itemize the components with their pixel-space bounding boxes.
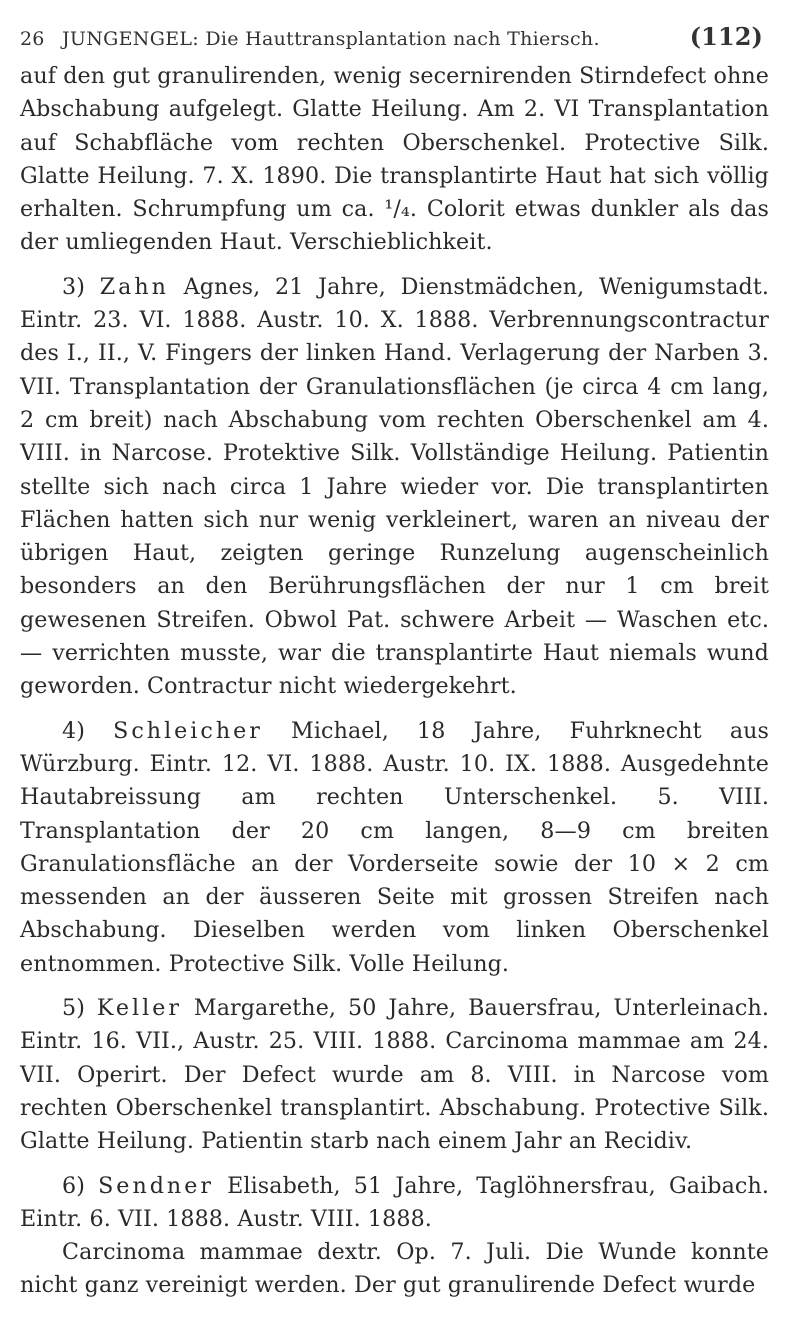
patient-name: Schleicher	[113, 717, 263, 744]
case-text: Elisabeth, 51 Jahre, Taglöhnersfrau, Gaibach. Eintr. 6. VII. 1888. Austr. VIII. 1888.	[20, 1172, 769, 1232]
case-entry-5	[20, 992, 769, 1158]
case-entry-6-continued: Carcinoma mammae dextr. Op. 7. Juli. Die Wunde konnte nicht ganz vereinigt werden. Der gut granulirende Defect wurde	[20, 1239, 769, 1299]
case-entry-4	[20, 715, 769, 981]
patient-name: Keller	[96, 995, 182, 1022]
case-number: 5)	[62, 995, 85, 1022]
patient-name: Zahn	[99, 273, 169, 300]
case-text: Agnes, 21 Jahre, Dienstmädchen, Wenigumstadt. Eintr. 23. VI. 1888. Austr. 10. X. 1888. Verbrennungscontractur des I., II., V. Fingers der linken Hand. Verlagerung der Narben 3. VII. Transplantation der Granulationsflächen (je circa 4 cm lang, 2 cm breit) nach Abschabung vom rechten Oberschenkel am 4. VIII. in Narcose. Protektive Silk. Vollständige Heilung. Patientin stellte sich nach circa 1 Jahre wieder vor. Die transplantirten Flächen hatten sich nur wenig verkleinert, waren an niveau der übrigen Haut, zeigten geringe Runzelung augenscheinlich besonders an den Berührungsflächen der nur 1 cm breit gewesenen Streifen. Obwol Pat. schwere Arbeit — Waschen etc. — verrichten musste, war die transplantirte Haut niemals wund geworden. Contractur nicht wiedergekehrt.	[20, 273, 770, 700]
running-title: JUNGENGEL: Die Hauttransplantation nach Thiersch.	[62, 28, 600, 50]
case-number: 4)	[62, 717, 85, 744]
case-number: 3)	[62, 273, 85, 300]
case-number: 6)	[62, 1172, 85, 1199]
case-text: Michael, 18 Jahre, Fuhrknecht aus Würzburg. Eintr. 12. VI. 1888. Austr. 10. IX. 1888. Ausgedehnte Hautabreissung am rechten Unterschenkel. 5. VIII. Transplantation der 20 cm langen, 8—9 cm breiten Granulationsfläche an der Vorderseite sowie der 10 × 2 cm messenden an der äusseren Seite mit grossen Streifen nach Abschabung. Dieselben werden vom linken Oberschenkel entnommen. Protective Silk. Volle Heilung.	[20, 717, 770, 977]
bracket-page-number: (112)	[689, 22, 763, 51]
case-text: Margarethe, 50 Jahre, Bauersfrau, Unterleinach. Eintr. 16. VII., Austr. 25. VIII. 1888. Carcinoma mammae am 24. VII. Operirt. Der Defect wurde am 8. VIII. in Narcose vom rechten Oberschenkel transplantirt. Abschabung. Protective Silk. Glatte Heilung. Patientin starb nach einem Jahr an Recidiv.	[20, 995, 769, 1155]
page-number: 26	[20, 28, 45, 50]
case-entry-6	[20, 1170, 769, 1237]
body-text	[20, 60, 769, 1303]
case-entry-3	[20, 271, 769, 704]
page-header	[20, 18, 769, 60]
paragraph-continuation: auf den gut granulirenden, wenig secernirenden Stirndefect ohne Abschabung aufgelegt. Glatte Heilung. Am 2. VI Transplantation auf Schabfläche vom rechten Oberschenkel. Protective Silk. Glatte Heilung. 7. X. 1890. Die transplantirte Haut hat sich völlig erhalten. Schrumpfung um ca. ¹/₄. Colorit etwas dunkler als das der umliegenden Haut. Verschieblichkeit.	[20, 63, 769, 256]
patient-name: Sendner	[98, 1172, 214, 1199]
